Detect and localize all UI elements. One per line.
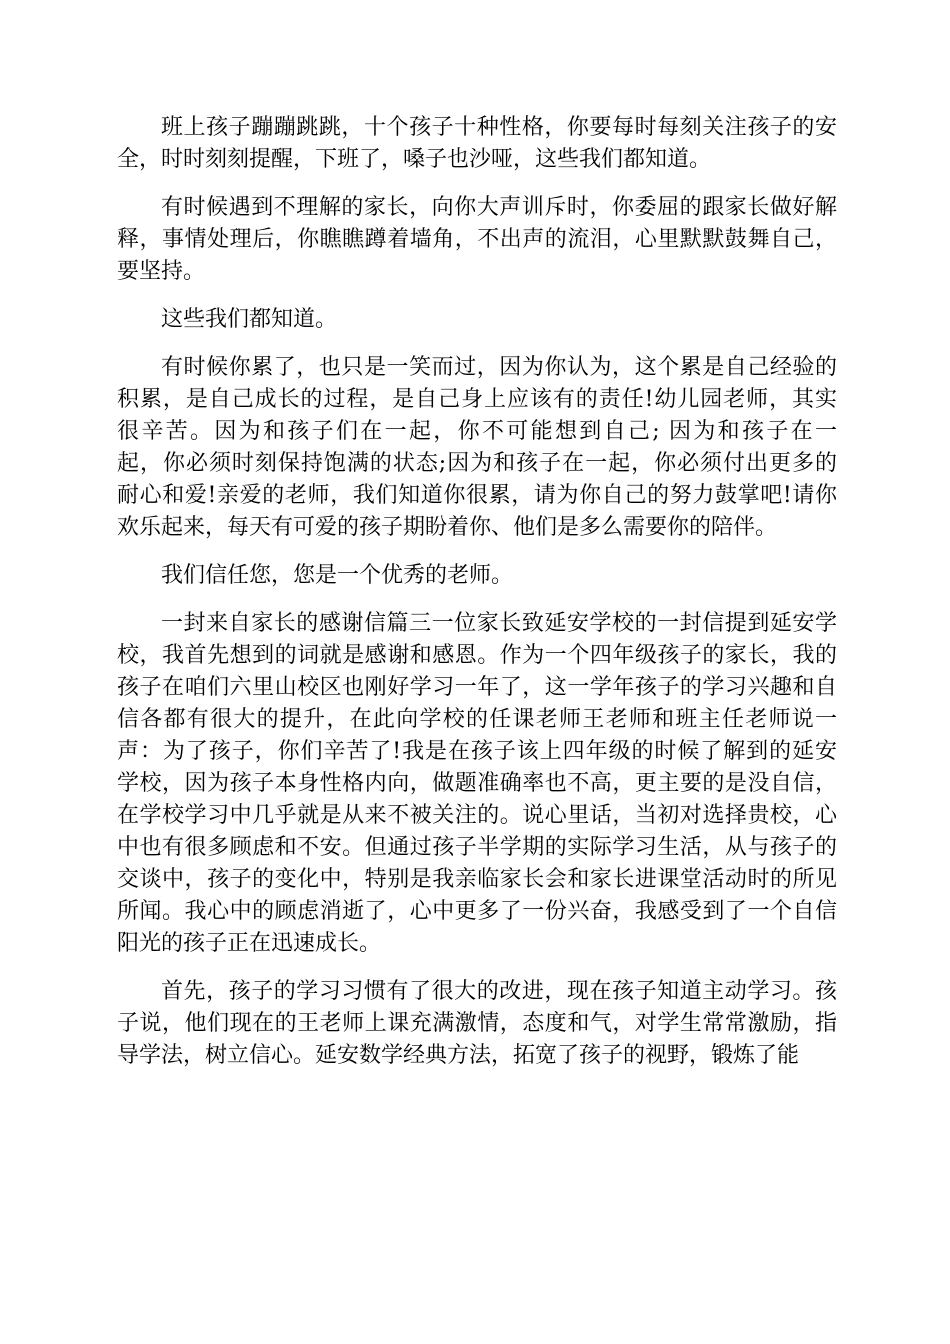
paragraph-line: 很辛苦。因为和孩子们在一起，你不可能想到自己; 因为和孩子在一 <box>117 419 837 444</box>
paragraph <box>117 608 837 960</box>
paragraph-line: 起，你必须时刻保持饱满的状态;因为和孩子在一起，你必须付出更多的 <box>117 451 837 476</box>
document-body <box>117 112 837 1072</box>
paragraph-line: 首先，孩子的学习习惯有了很大的改进，现在孩子知道主动学习。孩 <box>161 979 837 1004</box>
paragraph-line: 我们信任您，您是一个优秀的老师。 <box>161 563 514 588</box>
paragraph-line: 导学法，树立信心。延安数学经典方法，拓宽了孩子的视野，锻炼了能 <box>117 1043 800 1068</box>
paragraph <box>117 352 837 544</box>
paragraph-line: 这些我们都知道。 <box>161 307 338 332</box>
paragraph-line: 释，事情处理后，你瞧瞧蹲着墙角，不出声的流泪，心里默默鼓舞自己， <box>117 227 837 252</box>
paragraph-line: 学校，因为孩子本身性格内向，做题准确率也不高，更主要的是没自信， <box>117 771 837 796</box>
paragraph <box>117 112 837 176</box>
paragraph <box>117 560 837 592</box>
document-page <box>117 112 837 1088</box>
paragraph-line: 阳光的孩子正在迅速成长。 <box>117 931 382 956</box>
paragraph-line: 子说，他们现在的王老师上课充满激情，态度和气，对学生常常激励，指 <box>117 1011 837 1036</box>
paragraph-line: 全，时时刻刻提醒，下班了，嗓子也沙哑，这些我们都知道。 <box>117 147 712 172</box>
paragraph-line: 交谈中，孩子的变化中，特别是我亲临家长会和家长进课堂活动时的所见 <box>117 867 837 892</box>
paragraph-line: 积累，是自己成长的过程，是自己身上应该有的责任!幼儿园老师，其实 <box>117 387 837 412</box>
paragraph-line: 孩子在咱们六里山校区也刚好学习一年了，这一学年孩子的学习兴趣和自 <box>117 675 837 700</box>
paragraph-line: 所闻。我心中的顾虑消逝了，心中更多了一份兴奋，我感受到了一个自信 <box>117 899 837 924</box>
paragraph-line: 在学校学习中几乎就是从来不被关注的。说心里话，当初对选择贵校，心 <box>117 803 837 828</box>
paragraph-line: 校，我首先想到的词就是感谢和感恩。作为一个四年级孩子的家长，我的 <box>117 643 837 668</box>
paragraph-line: 一封来自家长的感谢信篇三一位家长致延安学校的一封信提到延安学 <box>161 611 837 636</box>
paragraph-line: 耐心和爱!亲爱的老师，我们知道你很累，请为你自己的努力鼓掌吧!请你 <box>117 483 837 508</box>
paragraph <box>117 304 837 336</box>
paragraph-line: 中也有很多顾虑和不安。但通过孩子半学期的实际学习生活，从与孩子的 <box>117 835 837 860</box>
paragraph-line: 要坚持。 <box>117 259 206 284</box>
paragraph-line: 信各都有很大的提升，在此向学校的任课老师王老师和班主任老师说一 <box>117 707 837 732</box>
paragraph-line: 欢乐起来，每天有可爱的孩子期盼着你、他们是多么需要你的陪伴。 <box>117 515 778 540</box>
paragraph <box>117 192 837 288</box>
paragraph-line: 有时候遇到不理解的家长，向你大声训斥时，你委屈的跟家长做好解 <box>161 195 837 220</box>
paragraph-line: 声：为了孩子，你们辛苦了!我是在孩子该上四年级的时候了解到的延安 <box>117 739 837 764</box>
paragraph-line: 有时候你累了，也只是一笑而过，因为你认为，这个累是自己经验的 <box>161 355 837 380</box>
paragraph-line: 班上孩子蹦蹦跳跳，十个孩子十种性格，你要每时每刻关注孩子的安 <box>161 115 837 140</box>
paragraph <box>117 976 837 1072</box>
